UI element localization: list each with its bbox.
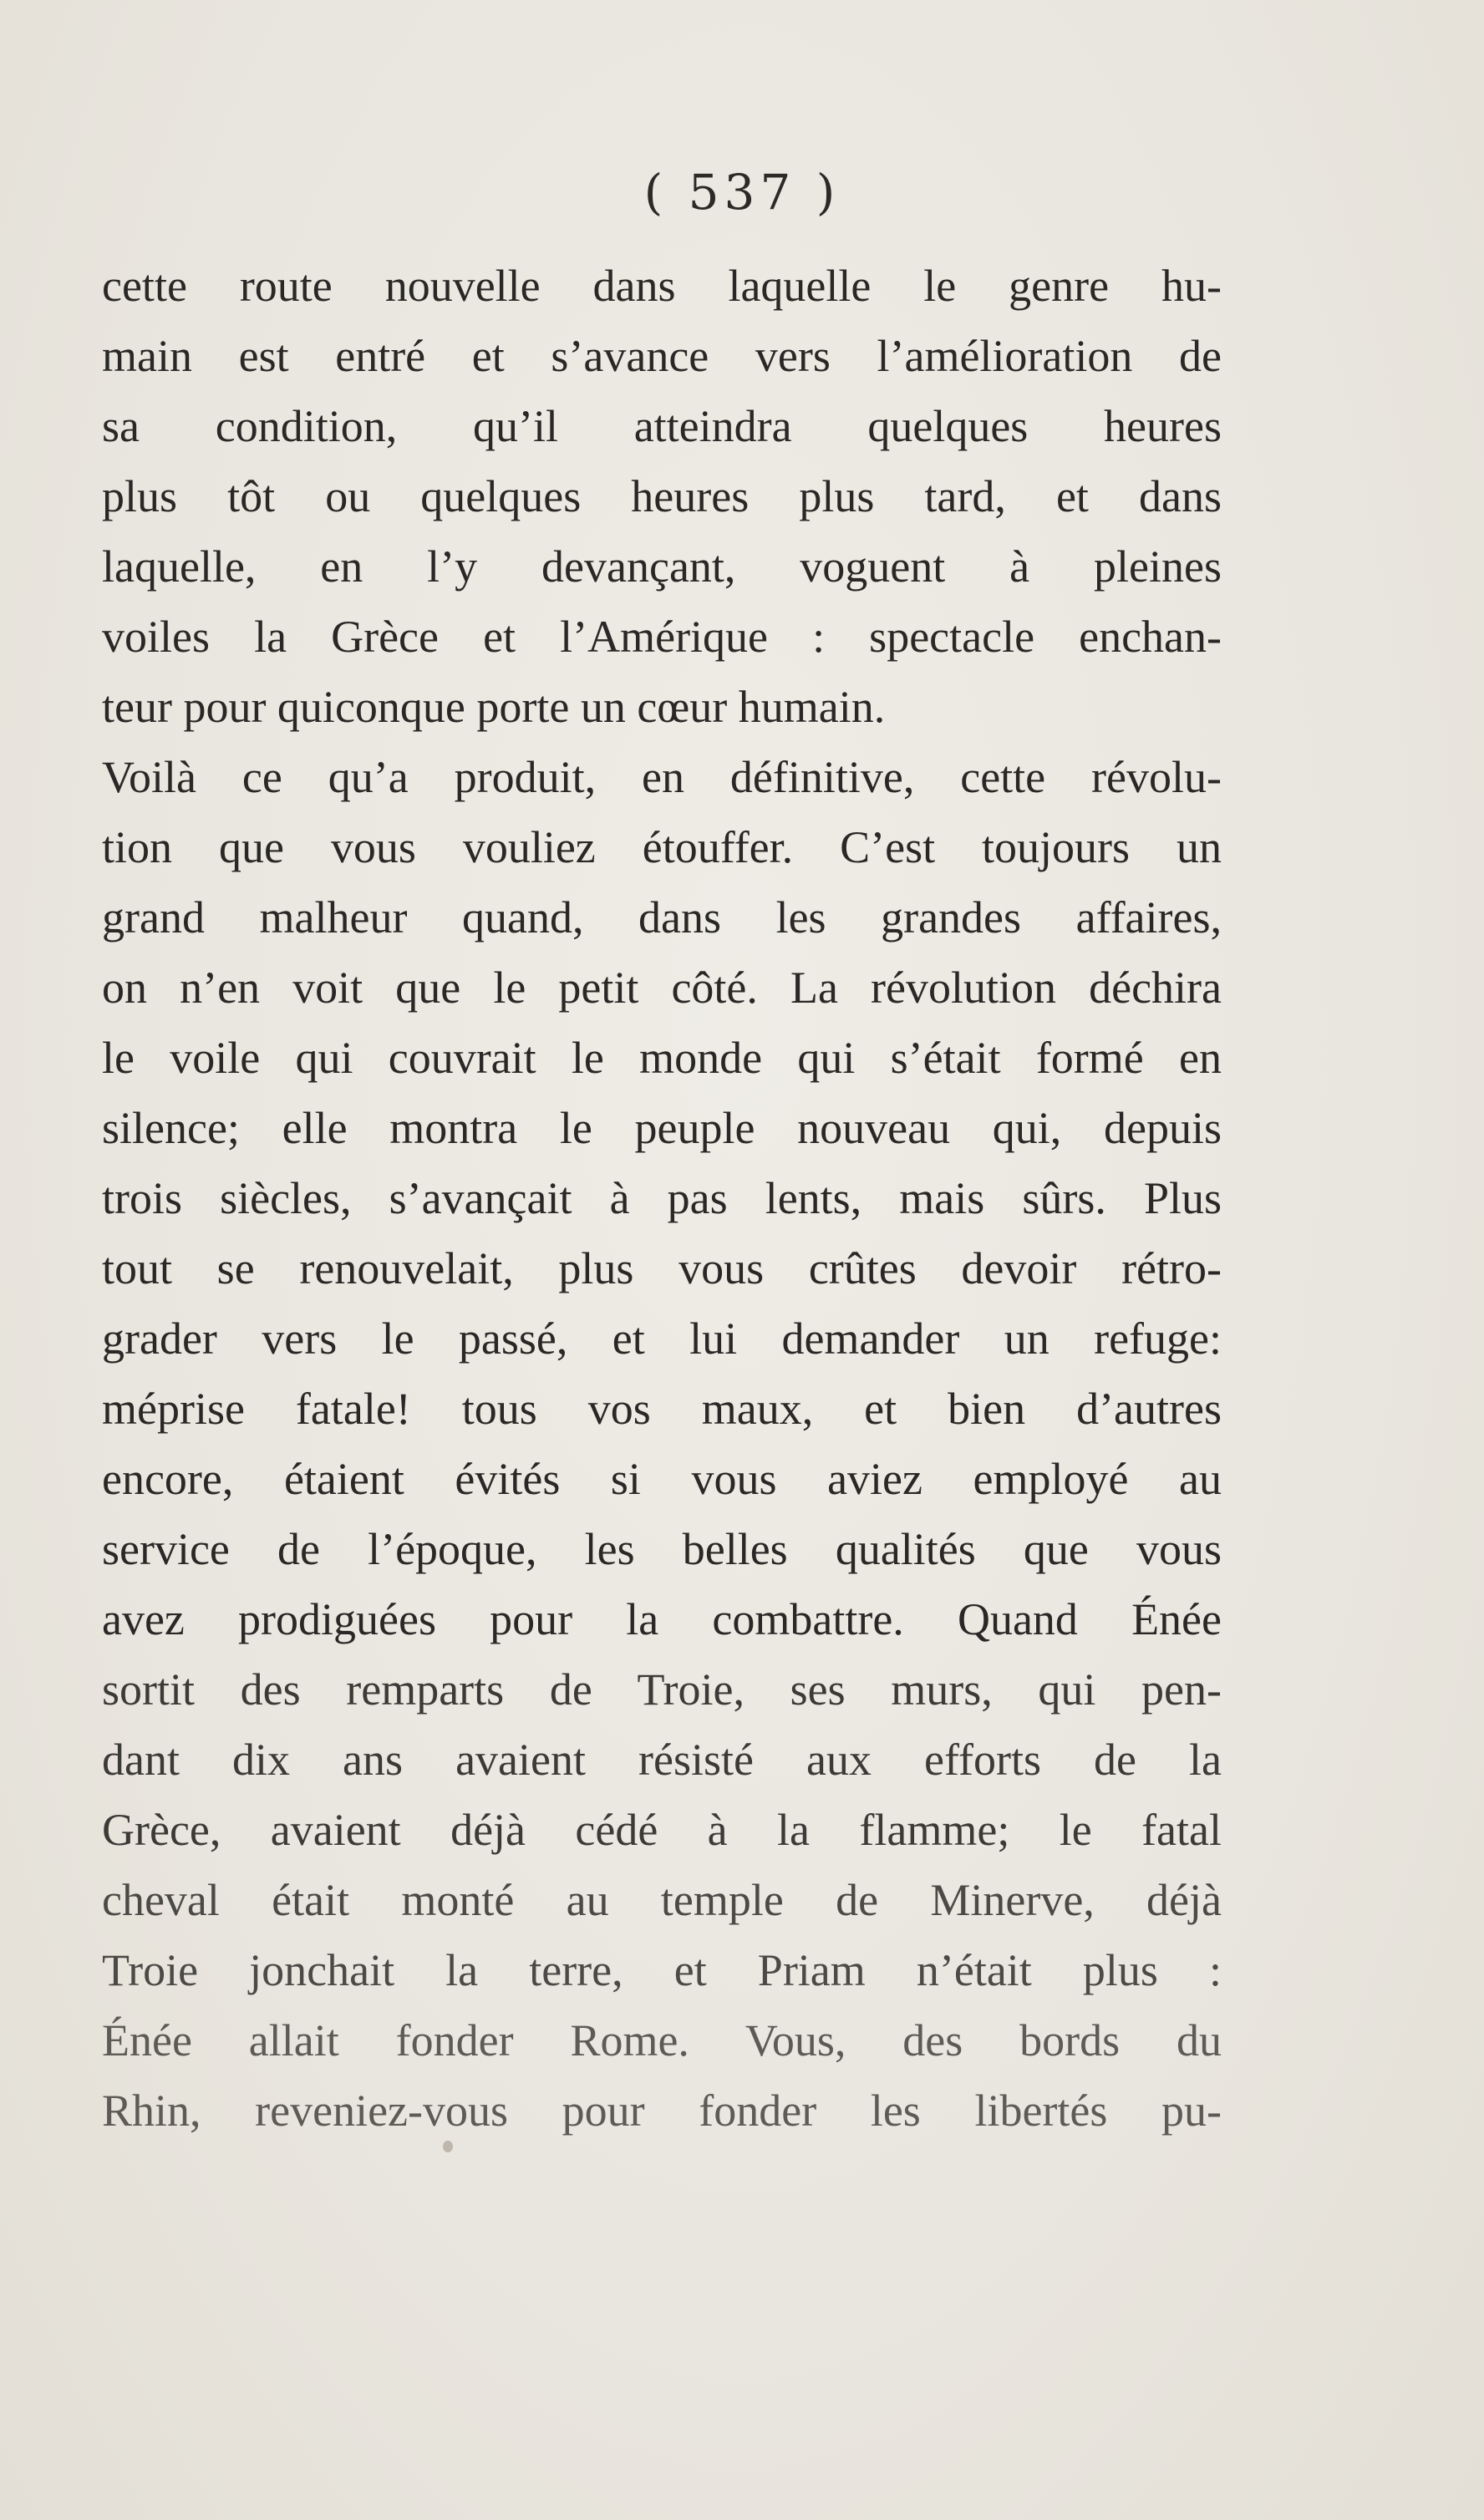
text-line: tion que vous vouliez étouffer. C’est toujours un bbox=[102, 822, 1222, 872]
text-line: voiles la Grèce et l’Amérique : spectacle enchan- bbox=[102, 612, 1222, 662]
text-line: cette route nouvelle dans laquelle le genre hu- bbox=[102, 261, 1222, 311]
text-line: encore, étaient évités si vous aviez employé au bbox=[102, 1454, 1222, 1504]
text-line: cheval était monté au temple de Minerve, déjà bbox=[102, 1875, 1222, 1925]
text-line: méprise fatale! tous vos maux, et bien d’autres bbox=[102, 1384, 1222, 1434]
text-line: plus tôt ou quelques heures plus tard, et dans bbox=[102, 471, 1222, 521]
text-line: teur pour quiconque porte un cœur humain. bbox=[102, 682, 886, 732]
text-line: Voilà ce qu’a produit, en définitive, cette révolu- bbox=[102, 752, 1222, 802]
text-line: sa condition, qu’il atteindra quelques heures bbox=[102, 401, 1222, 451]
page-number: ( 537 ) bbox=[643, 164, 841, 221]
text-line: Rhin, reveniez-vous pour fonder les libertés pu- bbox=[102, 2086, 1222, 2136]
text-line: laquelle, en l’y devançant, voguent à pleines bbox=[102, 541, 1222, 592]
text-line: on n’en voit que le petit côté. La révolution déchira bbox=[102, 963, 1222, 1013]
text-line: silence; elle montra le peuple nouveau qui, depuis bbox=[102, 1103, 1222, 1153]
text-line: avez prodiguées pour la combattre. Quand Énée bbox=[102, 1594, 1222, 1644]
text-line: grader vers le passé, et lui demander un refuge: bbox=[102, 1313, 1222, 1364]
text-line: service de l’époque, les belles qualités que vous bbox=[102, 1524, 1222, 1574]
text-line: Troie jonchait la terre, et Priam n’était plus : bbox=[102, 1945, 1222, 1995]
text-line: tout se renouvelait, plus vous crûtes devoir rétro- bbox=[102, 1243, 1222, 1293]
text-line: Grèce, avaient déjà cédé à la flamme; le fatal bbox=[102, 1805, 1222, 1855]
text-line: dant dix ans avaient résisté aux efforts de la bbox=[102, 1735, 1222, 1785]
paper-speck bbox=[443, 2141, 453, 2152]
text-line: grand malheur quand, dans les grandes affaires, bbox=[102, 892, 1222, 942]
text-line: le voile qui couvrait le monde qui s’était formé en bbox=[102, 1033, 1222, 1083]
text-line: Énée allait fonder Rome. Vous, des bords du bbox=[102, 2015, 1222, 2065]
text-line: sortit des remparts de Troie, ses murs, qui pen- bbox=[102, 1664, 1222, 1715]
text-line: main est entré et s’avance vers l’amélioration de bbox=[102, 331, 1222, 381]
text-line: trois siècles, s’avançait à pas lents, mais sûrs. Plus bbox=[102, 1173, 1222, 1223]
body-text bbox=[102, 251, 1222, 2146]
